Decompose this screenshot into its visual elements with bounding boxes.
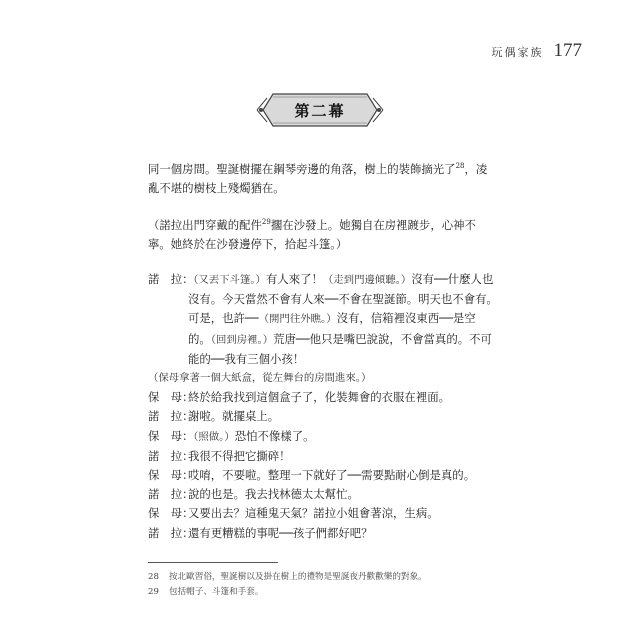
footnote-number: 28 [148,572,159,582]
footnote-text: 包括帽子、斗篷和手套。 [168,587,264,597]
speech-segment: 哎唷，不要啦。整理一下就好了──需要點耐心倒是真的。 [188,468,476,483]
footnote-ref: 29 [261,218,271,226]
footnote-item [148,570,488,585]
dialogue-line [148,270,498,369]
speech-text [188,524,498,543]
speech-segment: 荒唐──他只是嘴巴說說，不會當真的。不可能的──我有三個小孩！ [188,331,492,366]
speech-segment: 恐怕不像樣了。 [234,428,315,443]
speech-text [188,447,498,466]
setting-text-cont: ，凌亂不堪的樹枝上殘燭猶在。 [148,161,488,195]
page-number: 177 [553,40,582,61]
speech-segment: 終於給我找到這個盒子了，化裝舞會的衣服在裡面。 [188,390,450,405]
speech-text [188,485,498,504]
footnotes [148,570,488,600]
speech-text [188,388,498,407]
speaker-name: 諾 拉： [148,272,194,286]
dialogue-line [148,427,498,447]
speech-text [188,504,498,523]
dialogue-line [148,485,498,504]
setting-text: 同一個房間。聖誕樹擺在鋼琴旁邊的角落，樹上的裝飾摘光了 [148,161,456,176]
speaker-name: 保 母： [148,468,194,483]
dialogue-line [148,466,498,485]
footnote-number: 29 [148,587,159,597]
speaker-name: 諾 拉： [148,487,194,502]
running-header [492,40,583,62]
speech-text [188,270,498,369]
speech-text [188,427,498,447]
speech-segment: 沒有，信箱裡沒東西──是空的。 [188,311,476,346]
speech-segment: 又要出去？這種鬼天氣？諾拉小姐會著涼，生病。 [188,506,439,521]
footnote-text: 按北歐習俗，聖誕樹以及掛在樹上的禮物是聖誕夜丹歡歡樂的對象。 [168,572,427,582]
speech-segment: 我很不得把它撕碎！ [188,448,291,463]
stage-direction: （照做。） [188,430,235,443]
stage-direction: （回到房裡。） [210,333,274,346]
stage-direction: （又丟下斗篷。） [188,274,266,286]
act-title: 第二幕 [294,101,346,120]
speaker-name: 保 母： [148,390,194,405]
dialogue-line [148,388,498,407]
footnote-ref: 28 [455,162,465,170]
running-title: 玩偶家族 [491,46,544,59]
speech-segment: 沒有──什麼人也沒有。今天當然不會有人來──不會在聖誕節。明天也不會有。可是，也許── [188,272,498,326]
setting-paragraph [148,157,494,198]
stage-direction-paragraph [148,213,494,254]
speech-text [188,407,498,426]
speech-segment: 還有更糟糕的事呢──孩子們都好吧？ [188,525,373,540]
act-banner [255,88,385,132]
stage-direction: （走到門邊傾聽。） [322,274,412,286]
speech-text [188,466,498,485]
direction-text: （諾拉出門穿戴的配件 [148,217,262,232]
speaker-name: 保 母： [148,506,194,521]
dialogue-line [148,504,498,523]
dialogue-line [148,407,498,426]
stage-direction: （開門往外瞧。） [258,313,337,326]
speech-segment: 有人來了！ [265,272,323,286]
footnote-item [148,585,488,600]
speech-segment: 說的也是。我去找林德太太幫忙。 [188,487,359,502]
speaker-name: 諾 拉： [148,448,194,463]
speaker-name: 諾 拉： [148,525,194,540]
footnote-rule [148,562,278,563]
dialogue-line [148,447,498,466]
speech-segment: 謝啦。就擺桌上。 [188,409,280,424]
dialogue-line [148,524,498,543]
direction-text-cont: 擱在沙發上。她獨自在房裡踱步，心神不寧。她終於在沙發邊停下，拾起斗篷。） [148,217,476,251]
dialogue-block [148,270,498,543]
speaker-name: 諾 拉： [148,409,194,424]
stage-direction-line: （保母拿著一個大紙盒，從左舞台的房間進來。） [148,372,372,385]
dialogue-lines [148,388,498,543]
speaker-name: 保 母： [148,428,194,443]
